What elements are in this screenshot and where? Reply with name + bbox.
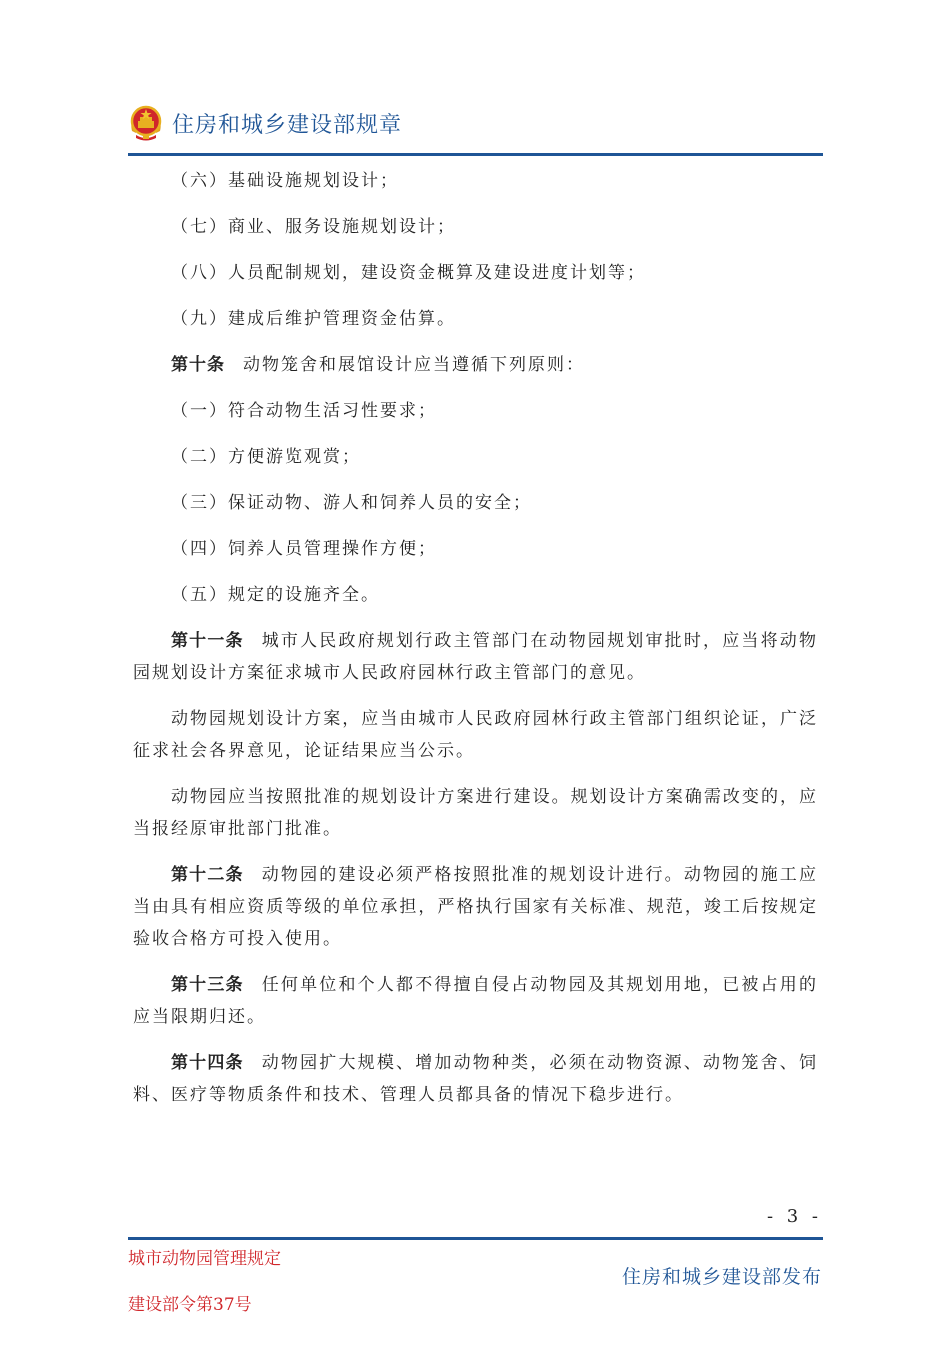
footer-order-number: 建设部令第37号 <box>128 1295 252 1315</box>
list-item: （五）规定的设施齐全。 <box>171 585 380 605</box>
article-text: 城市人民政府规划行政主管部门在动物园规划审批时，应当将动物园规划设计方案征求城市人民政府园林行政主管部门的意见。 <box>133 631 818 683</box>
footer-divider <box>128 1237 823 1240</box>
page-number: - 3 - <box>766 1206 822 1227</box>
article-label: 第十条 <box>171 355 225 375</box>
article-paragraph <box>133 1047 818 1111</box>
list-item: （三）保证动物、游人和饲养人员的安全； <box>171 493 532 513</box>
article-label: 第十三条 <box>171 975 244 995</box>
article-paragraph <box>133 625 818 689</box>
list-item: （七）商业、服务设施规划设计； <box>171 217 456 237</box>
document-body <box>133 165 818 1125</box>
article-text: 任何单位和个人都不得擅自侵占动物园及其规划用地，已被占用的应当限期归还。 <box>133 975 818 1027</box>
article-text: 动物笼舍和展馆设计应当遵循下列原则： <box>243 355 585 375</box>
list-item: （二）方便游览观赏； <box>171 447 361 467</box>
article-text: 动物园的建设必须严格按照批准的规划设计进行。动物园的施工应当由具有相应资质等级的单位承担，严格执行国家有关标准、规范，竣工后按规定验收合格方可投入使用。 <box>133 865 818 949</box>
article-label: 第十一条 <box>171 631 244 651</box>
list-item: （九）建成后维护管理资金估算。 <box>171 309 456 329</box>
list-item: （四）饲养人员管理操作方便； <box>171 539 437 559</box>
paragraph: 动物园应当按照批准的规划设计方案进行建设。规划设计方案确需改变的，应当报经原审批部门批准。 <box>133 787 818 839</box>
article-label: 第十四条 <box>171 1053 244 1073</box>
paragraph: 动物园规划设计方案，应当由城市人民政府园林行政主管部门组织论证，广泛征求社会各界意见，论证结果应当公示。 <box>133 709 818 761</box>
article-paragraph <box>133 859 818 955</box>
list-item: （六）基础设施规划设计； <box>171 171 399 191</box>
list-item: （八）人员配制规划，建设资金概算及建设进度计划等； <box>171 263 646 283</box>
list-item: （一）符合动物生活习性要求； <box>171 401 437 421</box>
header-divider <box>128 153 823 156</box>
national-emblem-icon <box>128 103 164 143</box>
article-paragraph <box>133 969 818 1033</box>
article-label: 第十二条 <box>171 865 244 885</box>
header-title: 住房和城乡建设部规章 <box>172 113 403 138</box>
article-paragraph <box>133 349 818 381</box>
footer-publisher: 住房和城乡建设部发布 <box>621 1266 822 1288</box>
article-text: 动物园扩大规模、增加动物种类，必须在动物资源、动物笼舍、饲料、医疗等物质条件和技术、管理人员都具备的情况下稳步进行。 <box>133 1053 818 1105</box>
footer-document-title: 城市动物园管理规定 <box>128 1249 281 1269</box>
page-header <box>128 103 823 153</box>
